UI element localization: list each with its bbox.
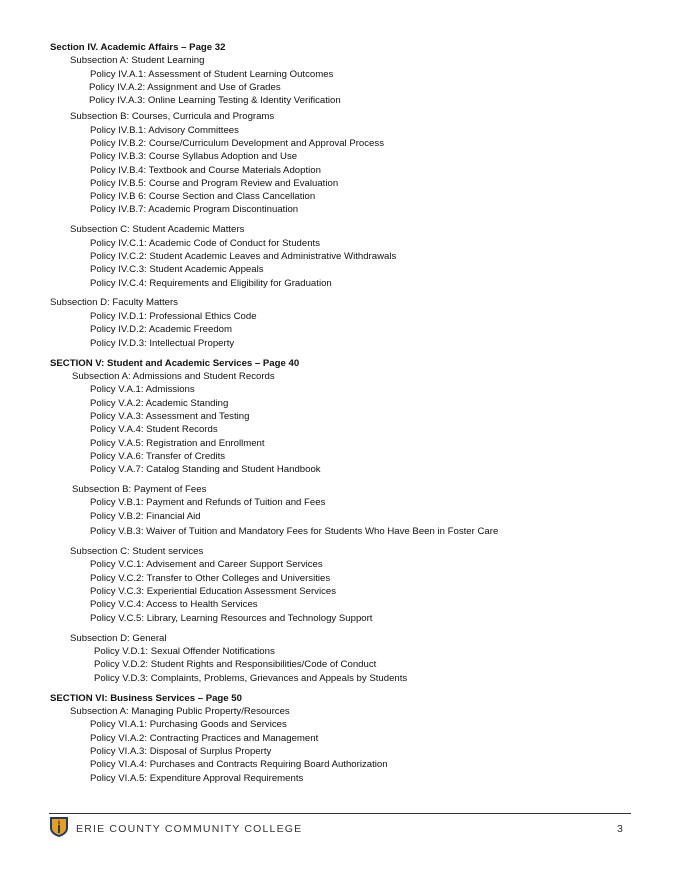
policy-item: Policy VI.A.1: Purchasing Goods and Services	[90, 719, 287, 730]
policy-item: Policy IV.A.3: Online Learning Testing & Identity Verification	[89, 95, 341, 106]
policy-item: Policy IV.B.1: Advisory Committees	[90, 125, 239, 136]
subsection-heading: Subsection A: Admissions and Student Records	[72, 371, 275, 382]
policy-item: Policy IV.D.1: Professional Ethics Code	[90, 311, 257, 322]
policy-item: Policy V.A.2: Academic Standing	[90, 398, 229, 409]
policy-item: Policy V.C.5: Library, Learning Resources and Technology Support	[90, 613, 373, 624]
subsection-heading: Subsection C: Student Academic Matters	[70, 224, 245, 235]
policy-item: Policy VI.A.3: Disposal of Surplus Property	[90, 746, 272, 757]
policy-item: Policy IV.D.3: Intellectual Property	[90, 338, 235, 349]
policy-item: Policy IV.B.3: Course Syllabus Adoption and Use	[90, 151, 298, 162]
subsection-heading: Subsection B: Payment of Fees	[72, 484, 207, 495]
policy-item: Policy IV.B.4: Textbook and Course Materials Adoption	[90, 165, 321, 176]
policy-item: Policy IV.C.1: Academic Code of Conduct for Students	[90, 238, 321, 249]
torch-shield-icon	[49, 816, 69, 838]
policy-item: Policy VI.A.2: Contracting Practices and Management	[90, 733, 319, 744]
policy-item: Policy IV.B.7: Academic Program Discontinuation	[90, 204, 299, 215]
policy-item: Policy IV.C.2: Student Academic Leaves and Administrative Withdrawals	[90, 251, 397, 262]
policy-item: Policy VI.A.5: Expenditure Approval Requirements	[90, 773, 304, 784]
policy-item: Policy V.D.2: Student Rights and Responsibilities/Code of Conduct	[94, 659, 377, 670]
policy-item: Policy IV.A.1: Assessment of Student Learning Outcomes	[90, 69, 334, 80]
policy-item: Policy V.A.7: Catalog Standing and Student Handbook	[90, 464, 321, 475]
policy-item: Policy IV.C.4: Requirements and Eligibility for Graduation	[90, 278, 332, 289]
policy-item: Policy V.C.1: Advisement and Career Support Services	[90, 559, 323, 570]
policy-item: Policy V.C.2: Transfer to Other Colleges and Universities	[90, 573, 331, 584]
policy-item: Policy V.D.1: Sexual Offender Notifications	[94, 646, 275, 657]
policy-item: Policy V.D.3: Complaints, Problems, Grievances and Appeals by Students	[94, 673, 408, 684]
policy-item: Policy V.A.5: Registration and Enrollment	[90, 438, 265, 449]
policy-item: Policy IV.B.5: Course and Program Review and Evaluation	[90, 178, 339, 189]
subsection-heading: Subsection D: General	[70, 633, 167, 644]
policy-item: Policy IV.A.2: Assignment and Use of Grades	[89, 82, 281, 93]
subsection-heading: Subsection A: Managing Public Property/Resources	[70, 706, 290, 717]
section-heading: Section IV. Academic Affairs – Page 32	[50, 42, 226, 53]
policy-item: Policy V.A.4: Student Records	[90, 424, 218, 435]
policy-item: Policy IV.B 6: Course Section and Class Cancellation	[90, 191, 316, 202]
policy-item: Policy V.C.3: Experiential Education Assessment Services	[90, 586, 337, 597]
policy-item: Policy IV.C.3: Student Academic Appeals	[90, 264, 264, 275]
policy-item: Policy IV.D.2: Academic Freedom	[90, 324, 233, 335]
section-heading: SECTION VI: Business Services – Page 50	[50, 693, 242, 704]
subsection-heading: Subsection C: Student services	[70, 546, 204, 557]
subsection-heading: Subsection B: Courses, Curricula and Programs	[70, 111, 275, 122]
policy-item: Policy V.B.3: Waiver of Tuition and Mandatory Fees for Students Who Have Been in Foster Care	[90, 526, 499, 537]
policy-item: Policy V.C.4: Access to Health Services	[90, 599, 258, 610]
policy-item: Policy V.B.1: Payment and Refunds of Tuition and Fees	[90, 497, 326, 508]
policy-item: Policy V.A.3: Assessment and Testing	[90, 411, 250, 422]
college-name: ERIE COUNTY COMMUNITY COLLEGE	[76, 823, 303, 835]
page-number: 3	[617, 823, 623, 835]
section-heading: SECTION V: Student and Academic Services – Page 40	[50, 358, 300, 369]
subsection-heading: Subsection A: Student Learning	[70, 55, 205, 66]
policy-item: Policy V.A.6: Transfer of Credits	[90, 451, 226, 462]
policy-item: Policy IV.B.2: Course/Curriculum Development and Approval Process	[90, 138, 384, 149]
policy-item: Policy V.B.2: Financial Aid	[90, 511, 201, 522]
subsection-heading: Subsection D: Faculty Matters	[50, 297, 178, 308]
policy-item: Policy V.A.1: Admissions	[90, 384, 195, 395]
policy-item: Policy VI.A.4: Purchases and Contracts Requiring Board Authorization	[90, 759, 388, 770]
footer-divider	[49, 813, 631, 814]
